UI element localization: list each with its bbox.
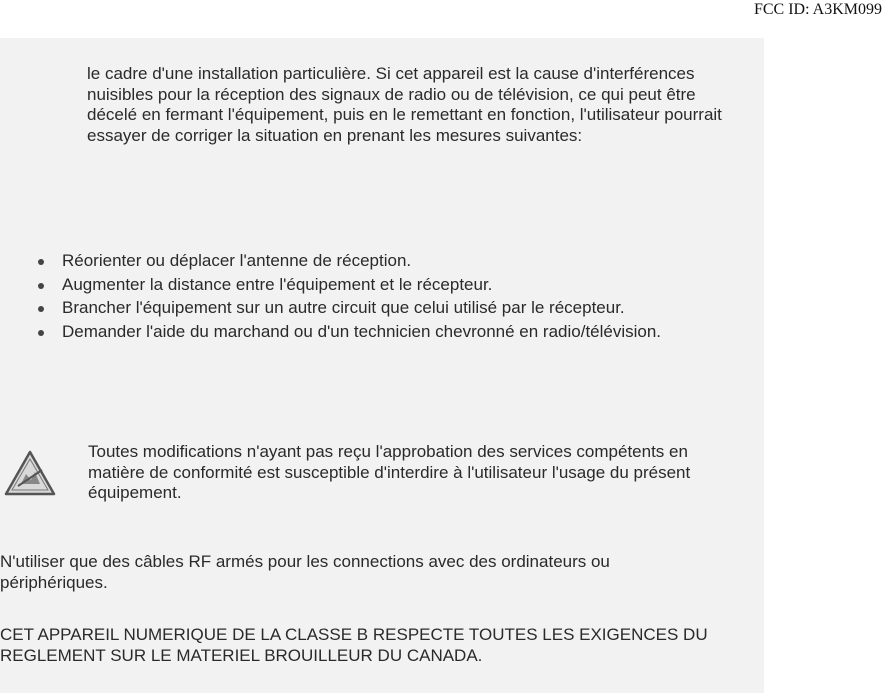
cables-note: N'utiliser que des câbles RF armés pour les connections avec des ordinateurs ou périphériques. [0,552,610,592]
list-item [62,251,702,272]
list-item-text: Demander l'aide du marchand ou d'un technicien chevronné en radio/télévision. [62,321,662,341]
bullet-icon [38,259,44,265]
warning-triangle-icon [4,450,56,496]
bullet-icon [38,330,44,336]
canada-statement: CET APPAREIL NUMERIQUE DE LA CLASSE B RESPECTE TOUTES LES EXIGENCES DU REGLEMENT SUR LE MATERIEL BROUILLEUR DU CANADA. [0,625,708,665]
bullet-icon [38,283,44,289]
intro-paragraph: le cadre d'une installation particulière. Si cet appareil est la cause d'interférences nuisibles pour la réception des signaux de radio ou de télévision, ce qui peut être décelé en fermant l'équipement, puis en le remettant en fonction, l'utilisateur pourrait essayer de corriger la situation en prenant les mesures suivantes: [87,64,722,145]
list-item [62,298,702,319]
list-item-text: Augmenter la distance entre l'équipement et le récepteur. [62,274,493,294]
fcc-id-label: FCC ID: A3KM099 [753,1,882,18]
scanned-page [0,38,764,693]
list-item [62,275,702,296]
bullet-icon [38,306,44,312]
list-item-text: Réorienter ou déplacer l'antenne de réception. [62,251,412,270]
warning-text: Toutes modifications n'ayant pas reçu l'approbation des services compétents en matière de conformité est susceptible d'interdire à l'utilisateur l'usage du présent équipement. [88,442,691,502]
list-item-text: Brancher l'équipement sur un autre circuit que celui utilisé par le récepteur. [62,298,625,317]
list-item [62,322,702,343]
measures-list [62,251,702,345]
